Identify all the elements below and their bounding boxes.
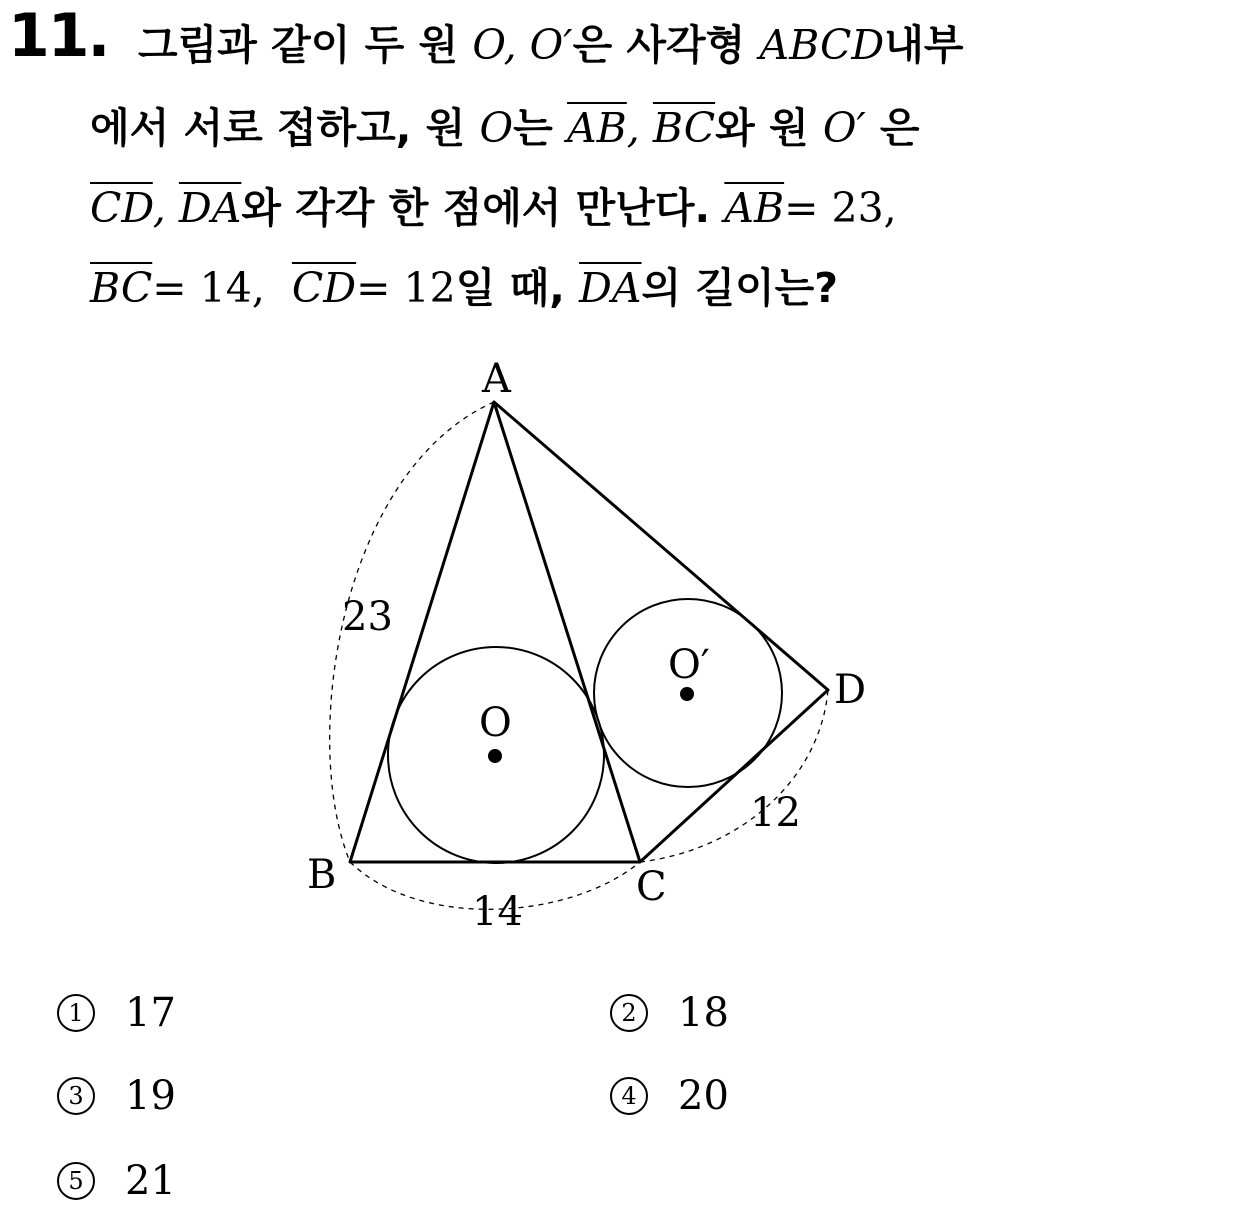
choice-number-circle: 1 (57, 994, 95, 1032)
choice-number-circle: 4 (610, 1077, 648, 1115)
choice-value: 20 (678, 1073, 729, 1119)
choice-value: 18 (678, 990, 729, 1036)
math-comma: , (152, 184, 179, 232)
choice-value: 17 (125, 990, 176, 1036)
choice-1[interactable] (57, 988, 176, 1038)
question-text: 와 원 (715, 104, 823, 152)
choice-number-circle: 3 (57, 1077, 95, 1115)
value-CD: = 12 (356, 264, 456, 312)
segment-CD: $\overline{CD}$ (291, 264, 357, 312)
question-text: 의 길이는? (641, 264, 839, 312)
vertex-label-B: B (307, 852, 337, 898)
vertex-label-A: A (482, 356, 511, 402)
diagonal-AC (494, 402, 640, 862)
question-text: 에서 서로 접하고, 원 (90, 104, 480, 152)
value-BC: = 14, (152, 264, 278, 312)
choice-5[interactable] (57, 1156, 176, 1206)
value-AB: = 23, (784, 184, 897, 232)
segment-DA: $\overline{DA}$ (178, 184, 242, 232)
question-text: 은 사각형 (572, 21, 760, 69)
segment-BC: $\overline{BC}$ (90, 264, 153, 312)
problem-number: 11. (8, 1, 109, 71)
math-comma: , (626, 104, 653, 152)
choice-value: 21 (125, 1158, 176, 1204)
math-O-prime: O′ (529, 21, 573, 69)
question-text: 은 (879, 104, 920, 152)
question-text: 는 (513, 104, 568, 152)
question-text: 그림과 같이 두 원 (138, 21, 473, 69)
length-label-BC: 14 (472, 889, 523, 935)
segment-DA: $\overline{DA}$ (579, 264, 642, 312)
vertex-label-C: C (636, 864, 667, 910)
math-O: O (472, 21, 504, 69)
question-text: 내부 (884, 21, 964, 69)
question-text: 와 각각 한 점에서 만난다. (241, 184, 725, 232)
center-label-O: O (479, 700, 512, 746)
length-label-AB: 23 (342, 594, 393, 640)
math-comma: , (503, 21, 530, 69)
vertex-label-D: D (834, 667, 867, 713)
length-label-CD: 12 (750, 790, 801, 836)
segment-BC: $\overline{BC}$ (652, 104, 716, 152)
choice-value: 19 (125, 1073, 176, 1119)
segment-AB: $\overline{AB}$ (724, 184, 785, 232)
question-text: 일 때, (455, 264, 580, 312)
center-O-prime-dot (680, 687, 694, 701)
segment-CD: $\overline{CD}$ (90, 184, 153, 232)
choice-number-circle: 5 (57, 1162, 95, 1200)
center-O-dot (488, 749, 502, 763)
math-O: O (479, 104, 514, 152)
choice-3[interactable] (57, 1071, 176, 1121)
center-label-O-prime: O′ (668, 642, 710, 688)
choice-4[interactable] (610, 1071, 729, 1121)
choice-2[interactable] (610, 988, 729, 1038)
segment-AB: $\overline{AB}$ (567, 104, 627, 152)
math-O-prime: O′ (822, 104, 866, 152)
choice-number-circle: 2 (610, 994, 648, 1032)
math-ABCD: ABCD (759, 21, 885, 69)
